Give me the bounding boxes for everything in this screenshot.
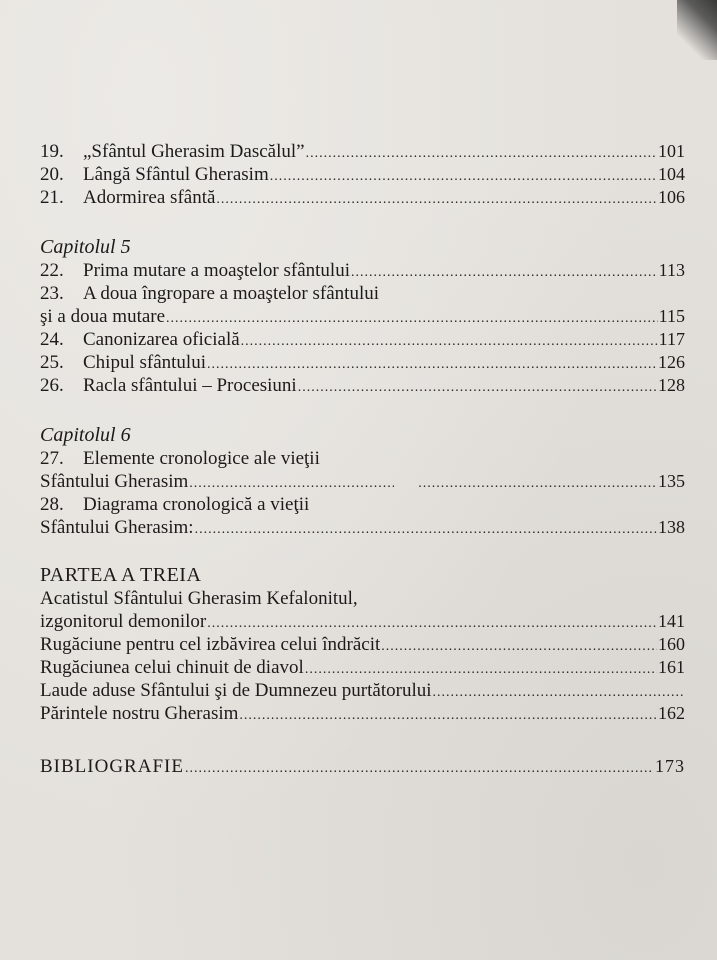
entry-number: 24. <box>40 329 64 350</box>
dot-leader <box>241 330 658 353</box>
entry-title: Diagrama cronologică a vieţii <box>83 494 310 515</box>
entry-title: Racla sfântului – Procesiuni <box>83 375 297 396</box>
table-of-contents <box>40 140 685 778</box>
toc-entry-23 <box>40 305 685 328</box>
entry-page: 117 <box>658 329 685 349</box>
entry-title-continued: şi a doua mutare <box>40 306 166 327</box>
toc-akathist <box>40 610 685 633</box>
toc-bibliography <box>40 755 685 778</box>
toc-prayer-tormented <box>40 656 685 679</box>
toc-entry-26 <box>40 374 685 397</box>
entry-title: Chipul sfântului <box>83 352 206 373</box>
dot-leader <box>270 165 657 188</box>
entry-title: Prima mutare a moaştelor sfântului <box>83 260 350 281</box>
entry-title: A doua îngropare a moaştelor sfântului <box>83 283 380 304</box>
dot-leader <box>189 472 394 495</box>
toc-entry-24 <box>40 328 685 351</box>
toc-entry-28-first-line <box>40 493 685 516</box>
dot-leader <box>298 376 657 399</box>
dot-leader <box>207 612 657 635</box>
entry-page: 162 <box>658 703 685 723</box>
entry-number: 21. <box>40 187 64 208</box>
entry-number: 19. <box>40 141 64 162</box>
entry-number: 25. <box>40 352 64 373</box>
toc-entry-27 <box>40 470 685 493</box>
dot-leader <box>239 704 657 727</box>
dot-leader <box>306 142 657 165</box>
entry-number: 22. <box>40 260 64 281</box>
entry-title: Adormirea sfântă <box>83 187 216 208</box>
entry-page: 101 <box>658 141 685 161</box>
part-three-heading: PARTEA A TREIA <box>40 564 202 586</box>
entry-page: 128 <box>658 375 685 395</box>
entry-title: „Sfântul Gherasim Dascălul” <box>83 141 305 162</box>
toc-entry-20 <box>40 163 685 186</box>
dot-leader <box>216 188 657 211</box>
entry-title: Rugăciune pentru cel izbăvirea celui îndrăcit <box>40 634 381 655</box>
entry-number: 26. <box>40 375 64 396</box>
entry-number: 28. <box>40 494 64 515</box>
entry-page: 160 <box>658 634 685 654</box>
toc-praises <box>40 679 685 702</box>
entry-title-continued: izgonitorul demonilor <box>40 611 207 632</box>
dot-leader <box>418 472 657 495</box>
entry-page: 115 <box>658 306 685 326</box>
entry-page: 173 <box>655 756 685 776</box>
toc-our-father-gherasim <box>40 702 685 725</box>
entry-title: Rugăciunea celui chinuit de diavol <box>40 657 304 678</box>
dot-leader <box>351 261 658 284</box>
toc-entry-21 <box>40 186 685 209</box>
chapter-6-heading: Capitolul 6 <box>40 424 131 446</box>
chapter-5-heading: Capitolul 5 <box>40 236 131 258</box>
dot-leader <box>185 757 654 780</box>
toc-prayer-deliverance <box>40 633 685 656</box>
entry-title: Canonizarea oficială <box>83 329 240 350</box>
entry-page: 106 <box>658 187 685 207</box>
entry-title: Părintele nostru Gherasim <box>40 703 239 724</box>
toc-entry-27-first-line <box>40 447 685 470</box>
dot-leader <box>305 658 657 681</box>
entry-page: 113 <box>658 260 685 280</box>
entry-page: 135 <box>658 471 685 491</box>
dot-leader <box>166 307 658 330</box>
entry-title: BIBLIOGRAFIE <box>40 756 184 777</box>
toc-entry-19 <box>40 140 685 163</box>
toc-entry-25 <box>40 351 685 374</box>
entry-number: 23. <box>40 283 64 304</box>
toc-entry-22 <box>40 259 685 282</box>
entry-page: 138 <box>658 517 685 537</box>
entry-page: 161 <box>658 657 685 677</box>
entry-title-continued: Sfântului Gherasim: <box>40 517 194 538</box>
entry-page: 104 <box>658 164 685 184</box>
toc-akathist-first-line: Acatistul Sfântului Gherasim Kefalonitul, <box>40 588 358 609</box>
entry-title: Laude aduse Sfântului şi de Dumnezeu purtătorului <box>40 680 432 701</box>
entry-title: Elemente cronologice ale vieţii <box>83 448 320 469</box>
entry-title: Lângă Sfântul Gherasim <box>83 164 269 185</box>
entry-number: 27. <box>40 448 64 469</box>
entry-page: 141 <box>658 611 685 631</box>
dot-leader <box>207 353 657 376</box>
dot-leader <box>433 681 684 704</box>
toc-entry-23-first-line <box>40 282 685 305</box>
dot-leader <box>381 635 657 658</box>
entry-title-continued: Sfântului Gherasim <box>40 471 189 492</box>
page-corner-shadow <box>677 0 717 60</box>
toc-entry-28 <box>40 516 685 539</box>
entry-number: 20. <box>40 164 64 185</box>
dot-leader <box>195 518 657 541</box>
entry-page: 126 <box>658 352 685 372</box>
